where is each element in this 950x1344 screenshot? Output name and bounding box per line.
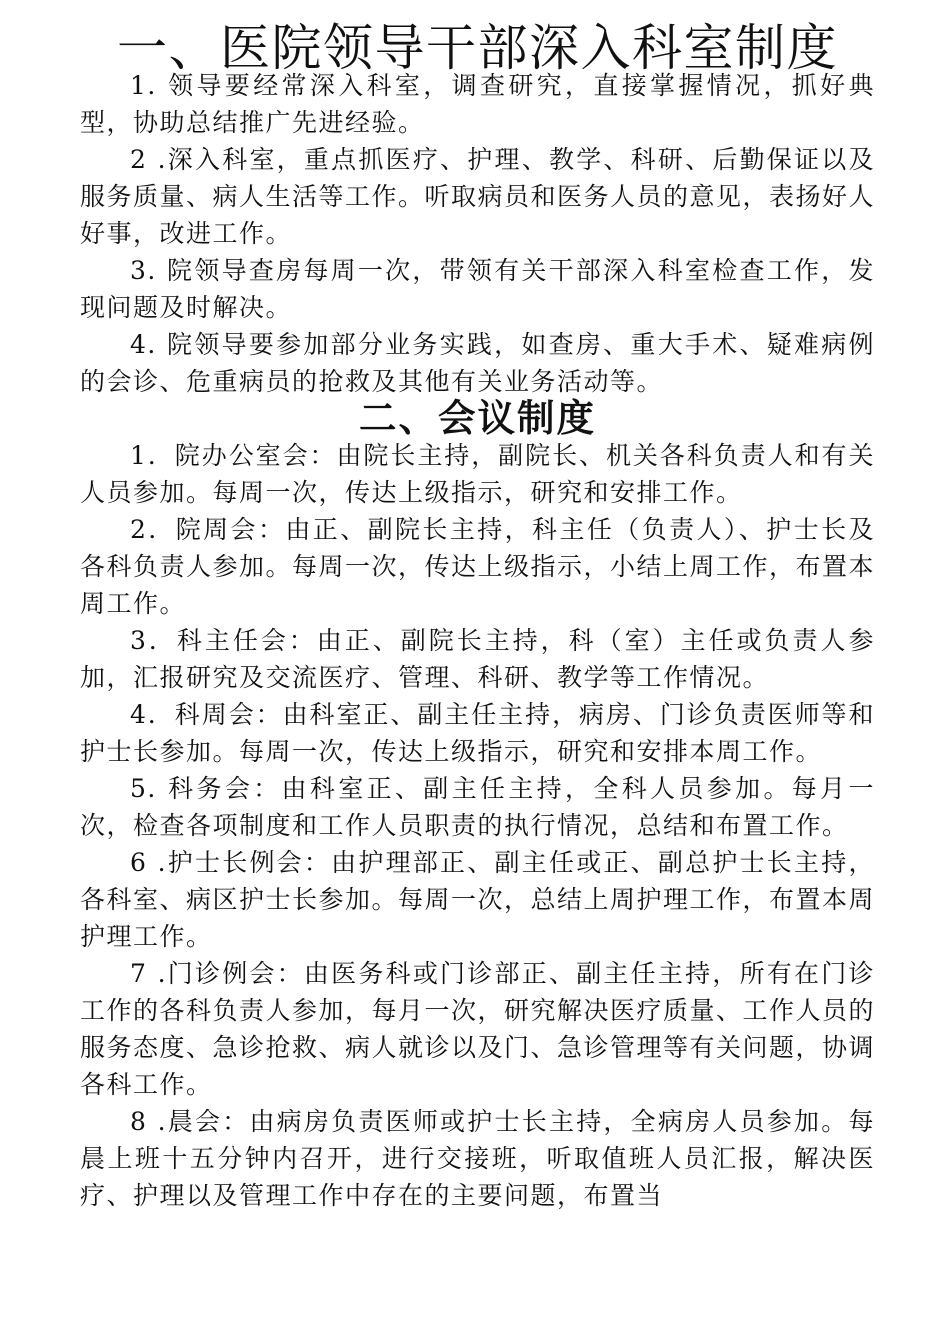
section-title-leadership: 一、医院领导干部深入科室制度 bbox=[117, 19, 838, 77]
paragraph: 2 .深入科室，重点抓医疗、护理、教学、科研、后勤保证以及服务质量、病人生活等工作。听取病员和医务人员的意见，表扬好人好事，改进工作。 bbox=[80, 145, 876, 248]
section-title-meetings: 二、会议制度 bbox=[359, 396, 596, 440]
paragraph: 4. 院领导要参加部分业务实践，如查房、重大手术、疑难病例的会诊、危重病员的抢救及其他有关业务活动等。 bbox=[80, 330, 875, 396]
paragraph: 7 .门诊例会：由医务科或门诊部正、副主任主持，所有在门诊工作的各科负责人参加，每月一次，研究解决医疗质量、工作人员的服务态度、急诊抢救、病人就诊以及门、急诊管理等有关问题，协调各科工作。 bbox=[80, 959, 876, 1099]
paragraph: 3. 院领导查房每周一次，带领有关干部深入科室检查工作，发现问题及时解决。 bbox=[80, 256, 875, 322]
paragraph: 4．科周会：由科室正、副主任主持，病房、门诊负责医师等和护士长参加。每周一次，传达上级指示，研究和安排本周工作。 bbox=[80, 700, 875, 766]
paragraph: 2．院周会：由正、副院长主持，科主任（负责人）、护士长及各科负责人参加。每周一次，传达上级指示，小结上周工作，布置本周工作。 bbox=[80, 515, 876, 618]
paragraph: 1. 领导要经常深入科室，调查研究，直接掌握情况，抓好典型，协助总结推广先进经验。 bbox=[80, 71, 875, 137]
paragraph: 8 .晨会：由病房负责医师或护士长主持，全病房人员参加。每晨上班十五分钟内召开，进行交接班，听取值班人员汇报，解决医疗、护理以及管理工作中存在的主要问题，布置当 bbox=[80, 1107, 875, 1210]
paragraph: 3．科主任会：由正、副院长主持，科（室）主任或负责人参加，汇报研究及交流医疗、管理、科研、教学等工作情况。 bbox=[80, 626, 875, 692]
paragraph: 5. 科务会：由科室正、副主任主持，全科人员参加。每月一次，检查各项制度和工作人员职责的执行情况，总结和布置工作。 bbox=[80, 774, 875, 840]
paragraph: 1．院办公室会：由院长主持，副院长、机关各科负责人和有关人员参加。每周一次，传达上级指示，研究和安排工作。 bbox=[80, 441, 875, 507]
document-page bbox=[80, 19, 876, 1214]
paragraph: 6 .护士长例会：由护理部正、副主任或正、副总护士长主持，各科室、病区护士长参加。每周一次，总结上周护理工作，布置本周护理工作。 bbox=[80, 848, 876, 951]
